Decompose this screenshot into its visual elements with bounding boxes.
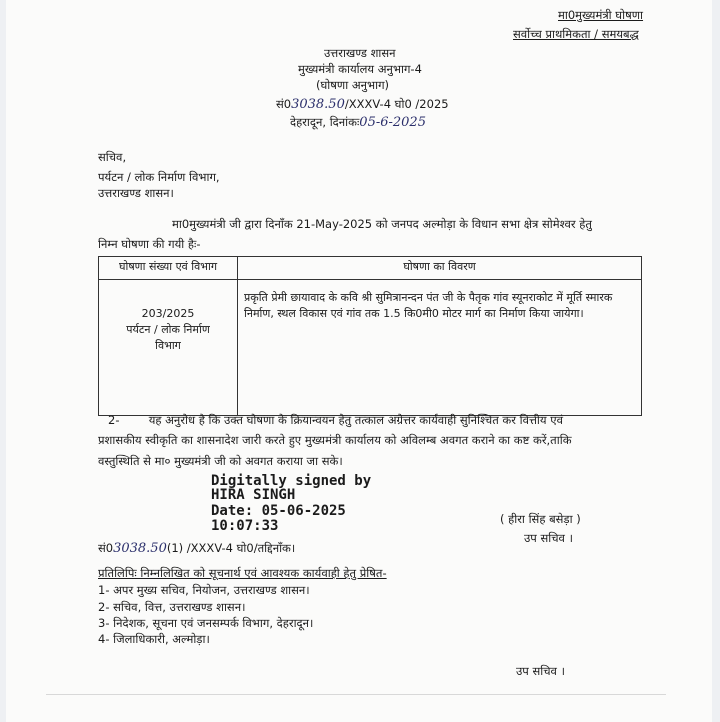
table-header-row <box>99 257 642 280</box>
declaration-description: प्रकृति प्रेमी छायावाद के कवि श्री सुमित्रानन्दन पंत जी के पैतृक गांव स्यूनराकोट में मूर्ति स्मारक निर्माण, स्थल विकास एवं गांव तक 1.5 कि0मी0 मोटर मार्ग का निर्माण किया जायेगा। <box>238 280 642 416</box>
intro-line-2: निम्न घोषणा की गयी हैः- <box>98 237 201 251</box>
para2-number: 2- <box>108 413 120 427</box>
para2-line-1 <box>108 413 563 427</box>
digital-signature-date: Date: 05-06-2025 <box>211 503 346 519</box>
digital-signature-time: 10:07:33 <box>211 518 279 534</box>
signatory-name: ( हीरा सिंह बसेड़ा ) <box>500 512 581 526</box>
copy-ref-prefix: सं0 <box>98 541 114 555</box>
table-header-number: घोषणा संख्या एवं विभाग <box>99 257 238 280</box>
announcement-label: मा0मुख्यमंत्री घोषणा <box>558 8 644 22</box>
page-bottom-divider <box>46 694 666 695</box>
declaration-number: 203/2025 <box>141 307 195 320</box>
para2-text-1: यह अनुरोध है कि उक्त घोषणा के क्रियान्वयन हेतु तत्काल अग्रेत्तर कार्यवाही सुनिश्चित कर वित्तीय एवं <box>148 413 563 427</box>
addressee-government: उत्तराखण्ड शासन। <box>98 186 174 200</box>
addressee-title: सचिव, <box>98 150 127 164</box>
declaration-dept-line-2: विभाग <box>155 339 181 352</box>
digital-signature-line-1: Digitally signed by <box>211 473 372 489</box>
ref-prefix: सं0 <box>276 97 292 111</box>
office-section: मुख्यमंत्री कार्यालय अनुभाग-4 <box>298 62 422 76</box>
signatory-designation: उप सचिव । <box>524 531 573 545</box>
declaration-table <box>98 256 642 416</box>
issue-date <box>290 115 426 130</box>
date-prefix: देहरादून, दिनांकः <box>290 115 360 129</box>
office-subsection: (घोषणा अनुभाग) <box>316 78 390 92</box>
list-item: 1- अपर मुख्य सचिव, नियोजन, उत्तराखण्ड शासन। <box>98 583 310 597</box>
list-item: 3- निदेशक, सूचना एवं जनसम्पर्क विभाग, देहरादून। <box>98 616 314 630</box>
office-state: उत्तराखण्ड शासन <box>324 46 396 60</box>
ref-suffix: /XXXV-4 घो0 /2025 <box>344 97 449 111</box>
copy-reference-number <box>98 541 295 556</box>
priority-label: सर्वोच्च प्राथमिकता / समयबद्ध <box>513 27 639 41</box>
digital-signature-name: HIRA SINGH <box>211 487 296 503</box>
date-value: 05-6-2025 <box>359 115 426 130</box>
table-header-description: घोषणा का विवरण <box>238 257 642 280</box>
list-item: 2- सचिव, वित्त, उत्तराखण्ड शासन। <box>98 600 246 614</box>
final-designation: उप सचिव । <box>516 664 565 678</box>
intro-line-1: मा0मुख्यमंत्री जी द्वारा दिनाँक 21-May-2025 को जनपद अल्मोड़ा के विधान सभा क्षेत्र सोमेश्वर हेतु <box>172 217 592 231</box>
copy-heading: प्रतिलिपिः निम्नलिखित को सूचनार्थ एवं आवश्यक कार्यवाही हेतु प्रेषित- <box>98 566 387 580</box>
para2-line-2: प्रशासकीय स्वीकृति का शासनादेश जारी करते हुए मुख्यमंत्री कार्यालय को अविलम्ब अवगत कराने का कष्ट करें,ताकि <box>98 433 572 447</box>
ref-handwritten-number: 3038.50 <box>291 97 345 112</box>
copy-ref-handwritten-number: 3038.50 <box>113 541 167 556</box>
para2-line-3: वस्तुस्थिति से मा० मुख्यमंत्री जी को अवगत कराया जा सके। <box>98 454 343 468</box>
reference-number <box>276 97 449 112</box>
addressee-department: पर्यटन / लोक निर्माण विभाग, <box>98 170 220 184</box>
copy-ref-suffix: (1) /XXXV-4 घो0/तद्दिनाँक। <box>166 541 296 555</box>
list-item: 4- जिलाधिकारी, अल्मोड़ा। <box>98 632 210 646</box>
declaration-number-cell <box>99 280 238 416</box>
document-page <box>6 0 712 722</box>
table-row <box>99 280 642 416</box>
declaration-dept-line-1: पर्यटन / लोक निर्माण <box>126 323 210 336</box>
